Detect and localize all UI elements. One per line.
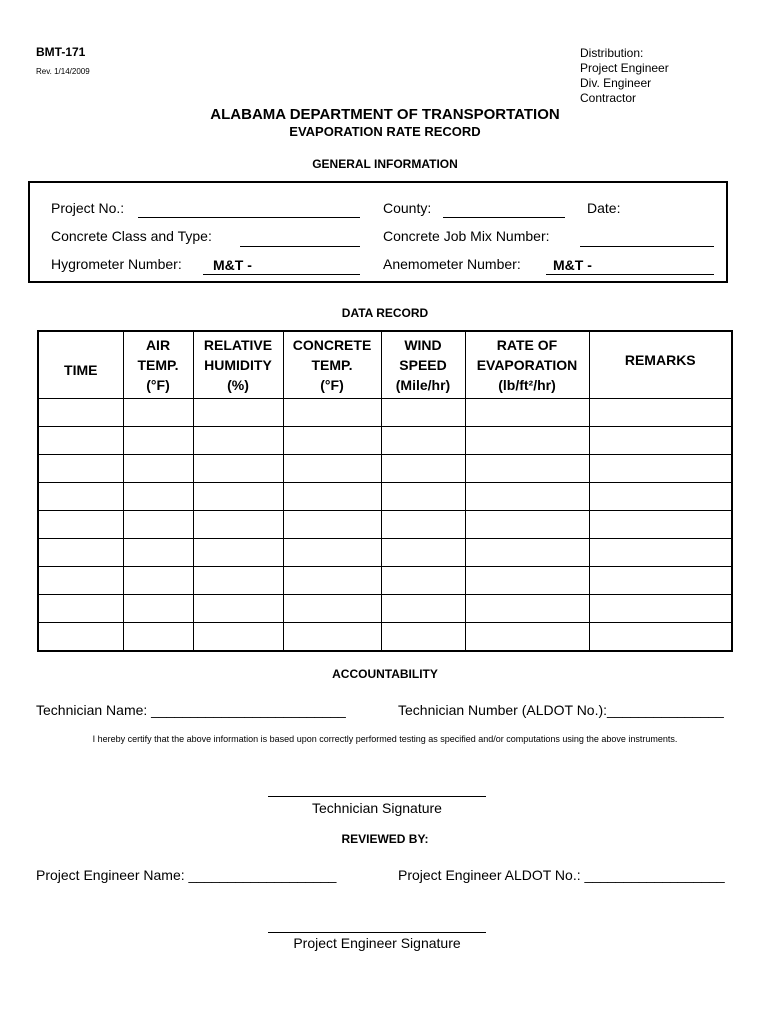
anemometer-field[interactable] [546,257,714,275]
table-cell[interactable] [283,539,381,567]
project-no-label: Project No.: [51,200,125,216]
column-header-time: TIME [38,331,123,399]
table-cell[interactable] [123,539,193,567]
column-header-relative-humidity: RELATIVE HUMIDITY (%) [193,331,283,399]
column-header-concrete-temp: CONCRETE TEMP. (°F) [283,331,381,399]
hygrometer-label: Hygrometer Number: [51,256,182,272]
county-field[interactable] [443,203,565,218]
table-cell[interactable] [283,567,381,595]
distribution-item: Contractor [580,91,637,105]
table-cell[interactable] [381,623,465,652]
distribution-list [580,46,669,106]
form-id: BMT-171 [36,45,86,59]
table-cell[interactable] [465,567,589,595]
table-cell[interactable] [38,427,123,455]
column-header-remarks: REMARKS [589,331,732,399]
table-cell[interactable] [465,511,589,539]
project-engineer-name-field[interactable]: Project Engineer Name: ___________________ [36,867,337,883]
table-cell[interactable] [283,455,381,483]
table-cell[interactable] [465,483,589,511]
project-engineer-signature-line[interactable] [268,932,486,933]
table-cell[interactable] [381,595,465,623]
concrete-class-field[interactable] [240,232,360,247]
county-label: County: [383,200,432,216]
technician-name-field[interactable]: Technician Name: _________________________ [36,702,346,718]
project-no-field[interactable] [138,203,360,218]
table-cell[interactable] [193,595,283,623]
table-cell[interactable] [38,539,123,567]
table-cell[interactable] [283,511,381,539]
table-cell[interactable] [123,567,193,595]
table-row [38,567,732,595]
table-cell[interactable] [193,427,283,455]
column-header-air-temp: AIR TEMP. (°F) [123,331,193,399]
reviewed-by-heading: REVIEWED BY: [341,832,429,846]
technician-signature-line[interactable] [268,796,486,797]
general-info-heading: GENERAL INFORMATION [312,157,458,171]
distribution-item: Div. Engineer [580,76,652,90]
certification-statement: I hereby certify that the above information is based upon correctly performed testing as specified and/or computations using the above instruments. [92,734,678,744]
table-cell[interactable] [465,595,589,623]
table-row [38,399,732,427]
hygrometer-value: M&T - [213,257,252,273]
anemometer-value: M&T - [553,257,592,273]
table-cell[interactable] [38,567,123,595]
column-header-evaporation-rate: RATE OF EVAPORATION (lb/ft²/hr) [465,331,589,399]
accountability-heading: ACCOUNTABILITY [332,667,438,681]
table-cell[interactable] [193,455,283,483]
data-record-heading: DATA RECORD [341,306,429,320]
table-cell[interactable] [193,623,283,652]
table-cell[interactable] [283,595,381,623]
table-cell[interactable] [465,399,589,427]
table-cell[interactable] [38,595,123,623]
table-cell[interactable] [381,483,465,511]
table-cell[interactable] [38,623,123,652]
table-cell[interactable] [381,427,465,455]
technician-signature-label: Technician Signature [312,800,442,816]
table-cell[interactable] [283,427,381,455]
table-cell[interactable] [465,455,589,483]
table-row [38,511,732,539]
table-cell[interactable] [589,595,732,623]
distribution-title: Distribution: [580,46,644,60]
table-cell[interactable] [38,483,123,511]
column-header-wind-speed: WIND SPEED (Mile/hr) [381,331,465,399]
table-cell[interactable] [123,595,193,623]
table-cell[interactable] [589,399,732,427]
job-mix-field[interactable] [580,232,714,247]
table-cell[interactable] [193,483,283,511]
table-row [38,427,732,455]
table-cell[interactable] [38,455,123,483]
anemometer-label: Anemometer Number: [383,256,521,272]
table-cell[interactable] [381,455,465,483]
table-cell[interactable] [38,399,123,427]
table-row [38,539,732,567]
table-cell[interactable] [381,567,465,595]
table-cell[interactable] [589,623,732,652]
table-cell[interactable] [193,539,283,567]
table-row [38,455,732,483]
project-engineer-aldot-field[interactable]: Project Engineer ALDOT No.: __________________ [398,867,725,883]
table-cell[interactable] [465,427,589,455]
table-cell[interactable] [589,567,732,595]
table-cell[interactable] [123,427,193,455]
table-cell[interactable] [589,511,732,539]
table-cell[interactable] [193,399,283,427]
distribution-item: Project Engineer [580,61,669,75]
table-row [38,483,732,511]
table-cell[interactable] [465,623,589,652]
table-row [38,623,732,652]
data-record-table [37,330,733,652]
table-cell[interactable] [193,567,283,595]
hygrometer-field[interactable] [203,257,360,275]
table-cell[interactable] [283,483,381,511]
table-cell[interactable] [38,511,123,539]
table-cell[interactable] [381,399,465,427]
job-mix-label: Concrete Job Mix Number: [383,228,550,244]
table-cell[interactable] [589,483,732,511]
table-header-row [38,331,732,399]
table-cell[interactable] [123,399,193,427]
agency-title: ALABAMA DEPARTMENT OF TRANSPORTATION [210,106,560,123]
table-cell[interactable] [381,539,465,567]
table-cell[interactable] [589,427,732,455]
table-cell[interactable] [465,539,589,567]
table-cell[interactable] [283,623,381,652]
date-label: Date: [587,200,621,216]
table-cell[interactable] [193,511,283,539]
table-cell[interactable] [123,623,193,652]
technician-number-field[interactable]: Technician Number (ALDOT No.):_______________ [398,702,724,718]
project-engineer-signature-label: Project Engineer Signature [293,935,461,951]
table-cell[interactable] [283,399,381,427]
table-cell[interactable] [589,539,732,567]
table-cell[interactable] [123,455,193,483]
table-cell[interactable] [123,483,193,511]
table-cell[interactable] [381,511,465,539]
table-cell[interactable] [123,511,193,539]
table-row [38,595,732,623]
revision-date: Rev. 1/14/2009 [36,67,90,76]
concrete-class-label: Concrete Class and Type: [51,228,212,244]
form-title: EVAPORATION RATE RECORD [289,124,481,139]
table-cell[interactable] [589,455,732,483]
